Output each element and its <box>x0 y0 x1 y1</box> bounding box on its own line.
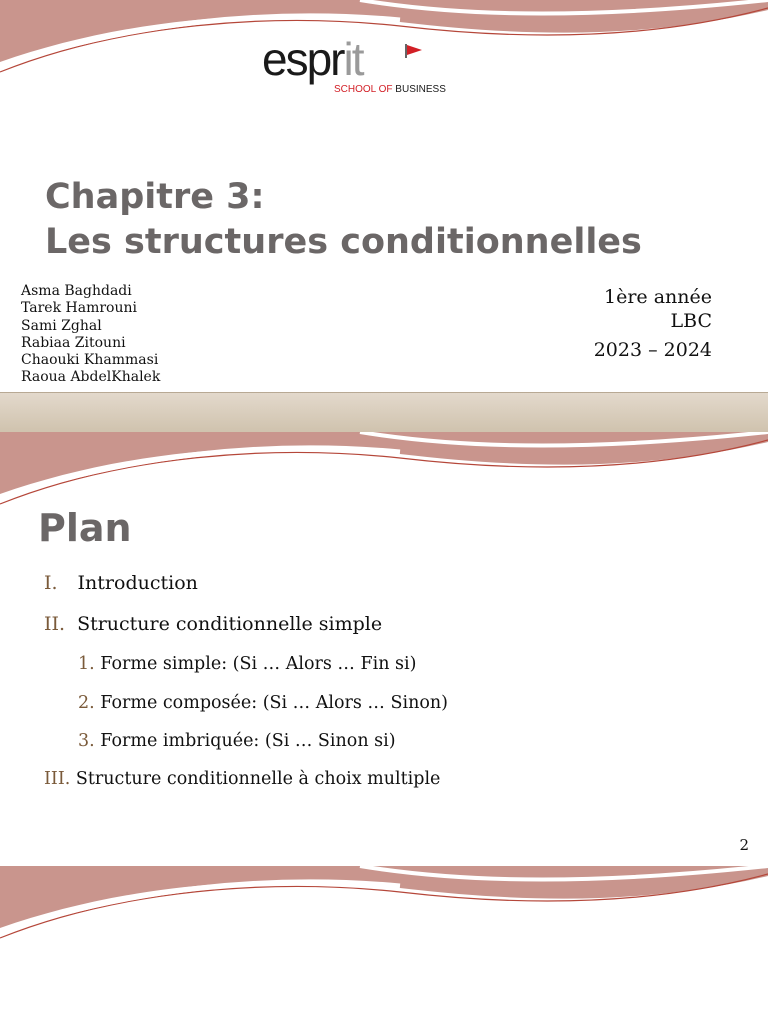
academic-year: 2023 – 2024 <box>593 339 712 361</box>
plan-subitem-number: 2. <box>78 693 95 713</box>
chapter-title-line1: Chapitre 3: <box>45 177 265 217</box>
plan-subitem <box>78 731 396 751</box>
author-name: Rabiaa Zitouni <box>21 334 126 351</box>
page-number: 2 <box>739 836 749 854</box>
plan-subitem-text: Forme composée: (Si … Alors … Sinon) <box>100 693 448 713</box>
plan-item-text: Introduction <box>77 572 198 594</box>
chapter-title-line2: Les structures conditionnelles <box>45 222 642 262</box>
course-program: LBC <box>670 310 712 332</box>
plan-item-number: I. <box>44 572 58 594</box>
footer-band <box>0 392 768 432</box>
logo-subtitle: SCHOOL OF BUSINESS <box>334 84 446 95</box>
header-wave-decoration <box>0 432 768 510</box>
plan-title: Plan <box>38 506 132 550</box>
next-slide-partial <box>0 866 768 1024</box>
plan-item <box>44 572 198 594</box>
plan-item <box>44 613 382 635</box>
author-name: Asma Baghdadi <box>21 283 132 299</box>
author-name: Raoua AbdelKhalek <box>21 369 161 386</box>
author-list <box>21 283 160 387</box>
plan-subitem-text: Forme imbriquée: (Si … Sinon si) <box>100 731 396 751</box>
logo-flag-icon <box>405 44 423 58</box>
plan-item-text: Structure conditionnelle simple <box>77 613 383 635</box>
header-wave-decoration <box>0 866 768 944</box>
title-slide <box>0 0 768 432</box>
plan-item-number: II. <box>44 613 66 635</box>
plan-slide <box>0 432 768 866</box>
chapter-title <box>45 175 642 265</box>
author-name: Chaouki Khammasi <box>21 352 159 369</box>
plan-subitem <box>78 693 448 713</box>
plan-subitem <box>78 654 416 674</box>
plan-subitem-number: 3. <box>78 731 95 751</box>
author-name: Tarek Hamrouni <box>21 300 137 317</box>
plan-subitem-number: 1. <box>78 654 95 674</box>
logo-word-main: espr <box>262 33 344 85</box>
plan-subitem-text: Forme simple: (Si … Alors … Fin si) <box>100 654 417 674</box>
course-info <box>594 285 712 362</box>
plan-item-text: Structure conditionnelle à choix multiple <box>75 769 441 789</box>
plan-item <box>44 769 440 789</box>
esprit-logo <box>262 33 446 98</box>
course-level: 1ère année <box>604 286 712 308</box>
author-name: Sami Zghal <box>21 317 102 334</box>
plan-item-number: III. <box>44 769 71 789</box>
logo-word-accent: it <box>343 33 363 85</box>
